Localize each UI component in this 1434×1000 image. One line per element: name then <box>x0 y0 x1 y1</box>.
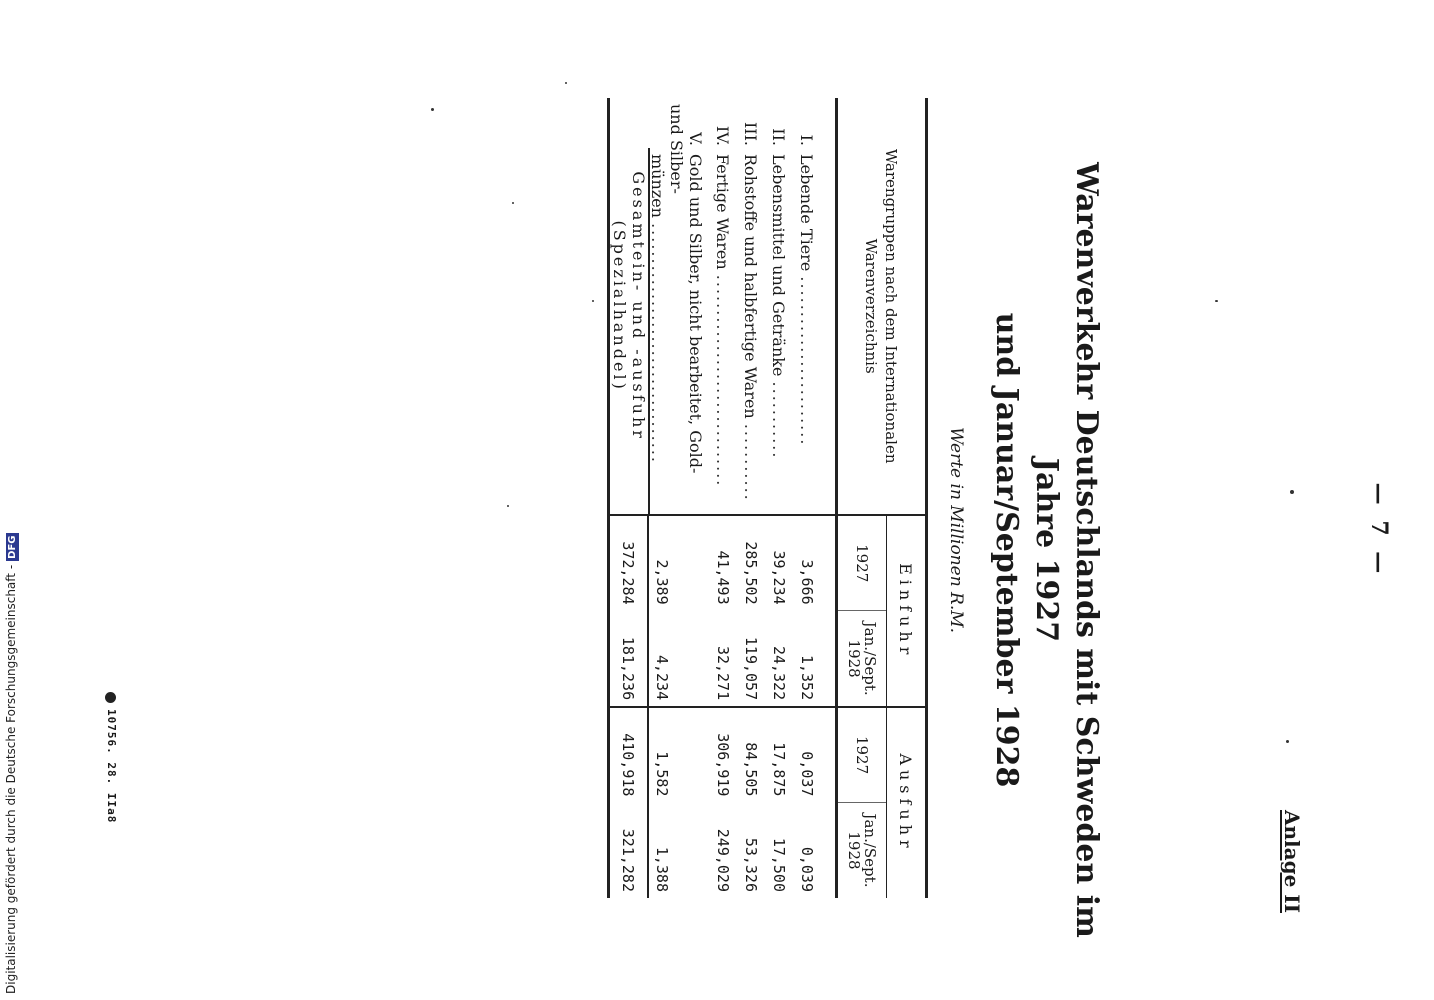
total-value: 372,284 <box>609 515 649 610</box>
value-cell: 17,875 <box>770 742 788 797</box>
value-cell: 53,326 <box>742 837 760 892</box>
printer-mark-icon <box>106 692 117 703</box>
value-cell: 2,389 <box>648 515 709 610</box>
value-cell: 17,500 <box>770 837 788 892</box>
value-cell: 24,322 <box>765 611 793 708</box>
table-row: II.Lebensmittel und Getränke ........... 39,234 24,322 17,875 17,500 <box>765 98 793 898</box>
digitization-credit: Digitalisierung gefördert durch die Deutsche Forschungsgemeinschaft -DFG <box>4 535 18 994</box>
total-value: 410,918 <box>609 707 649 802</box>
export-1927-header: 1927 <box>837 707 887 802</box>
value-cell: 1,582 <box>648 707 709 802</box>
total-row <box>609 98 649 898</box>
annex-label: Anlage II <box>1280 810 1304 913</box>
value-cell: 285,502 <box>742 541 760 605</box>
export-jan-sept-header: Jan./Sept. 1928 <box>837 802 887 898</box>
table-row: III.Rohstoffe und halbfertige Waren ........... 285,502 119,057 84,505 53,326 <box>737 98 765 898</box>
value-cell: 32,271 <box>709 611 737 708</box>
value-cell: 119,057 <box>737 611 765 708</box>
value-cell: 3,666 <box>798 559 816 605</box>
document-title <box>986 150 1106 950</box>
value-cell: 39,234 <box>770 550 788 605</box>
value-cell: 306,919 <box>714 733 732 797</box>
total-value: 321,282 <box>609 802 649 898</box>
import-1927-header: 1927 <box>837 515 887 610</box>
dfg-logo: DFG <box>7 535 18 559</box>
table-row: V.Gold und Silber, nicht bearbeitet, Gold- und Silber- münzen .................................. 2,389 4,234 1,582 1,388 <box>648 98 709 898</box>
value-cell: 1,352 <box>793 611 821 708</box>
value-cell: 4,234 <box>648 611 709 708</box>
total-label: Gesamtein- und -ausfuhr (Spezialhandel) <box>609 98 649 515</box>
value-cell: 0,037 <box>798 751 816 797</box>
export-header: Ausfuhr <box>887 707 927 898</box>
value-cell: 249,029 <box>714 828 732 892</box>
value-cell: 0,039 <box>798 846 816 892</box>
import-header: Einfuhr <box>887 515 927 707</box>
page-number: — 7 — <box>1366 482 1392 578</box>
table-row: I.Lebende Tiere ........................ 3,666 1,352 0,037 0,039 <box>793 98 821 898</box>
total-value: 181,236 <box>609 611 649 708</box>
value-cell: 1,388 <box>648 802 709 898</box>
import-jan-sept-header: Jan./Sept. 1928 <box>837 611 887 708</box>
value-cell: 84,505 <box>742 742 760 797</box>
category-header: Warengruppen nach dem Internationalen Warenverzeichnis <box>837 98 927 515</box>
title-line-2: und Januar/September 1928 <box>989 312 1024 788</box>
table-row: IV.Fertige Waren .............................. 41,493 32,271 306,919 249,029 <box>709 98 737 898</box>
value-cell: 41,493 <box>714 550 732 605</box>
trade-table <box>607 98 928 898</box>
printer-code: 10756. 28. IIa8 <box>105 692 118 823</box>
units-caption: Werte in Millionen R.M. <box>946 426 966 634</box>
title-line-1: Warenverkehr Deutschlands mit Schweden im Jahre 1927 <box>1029 162 1104 938</box>
